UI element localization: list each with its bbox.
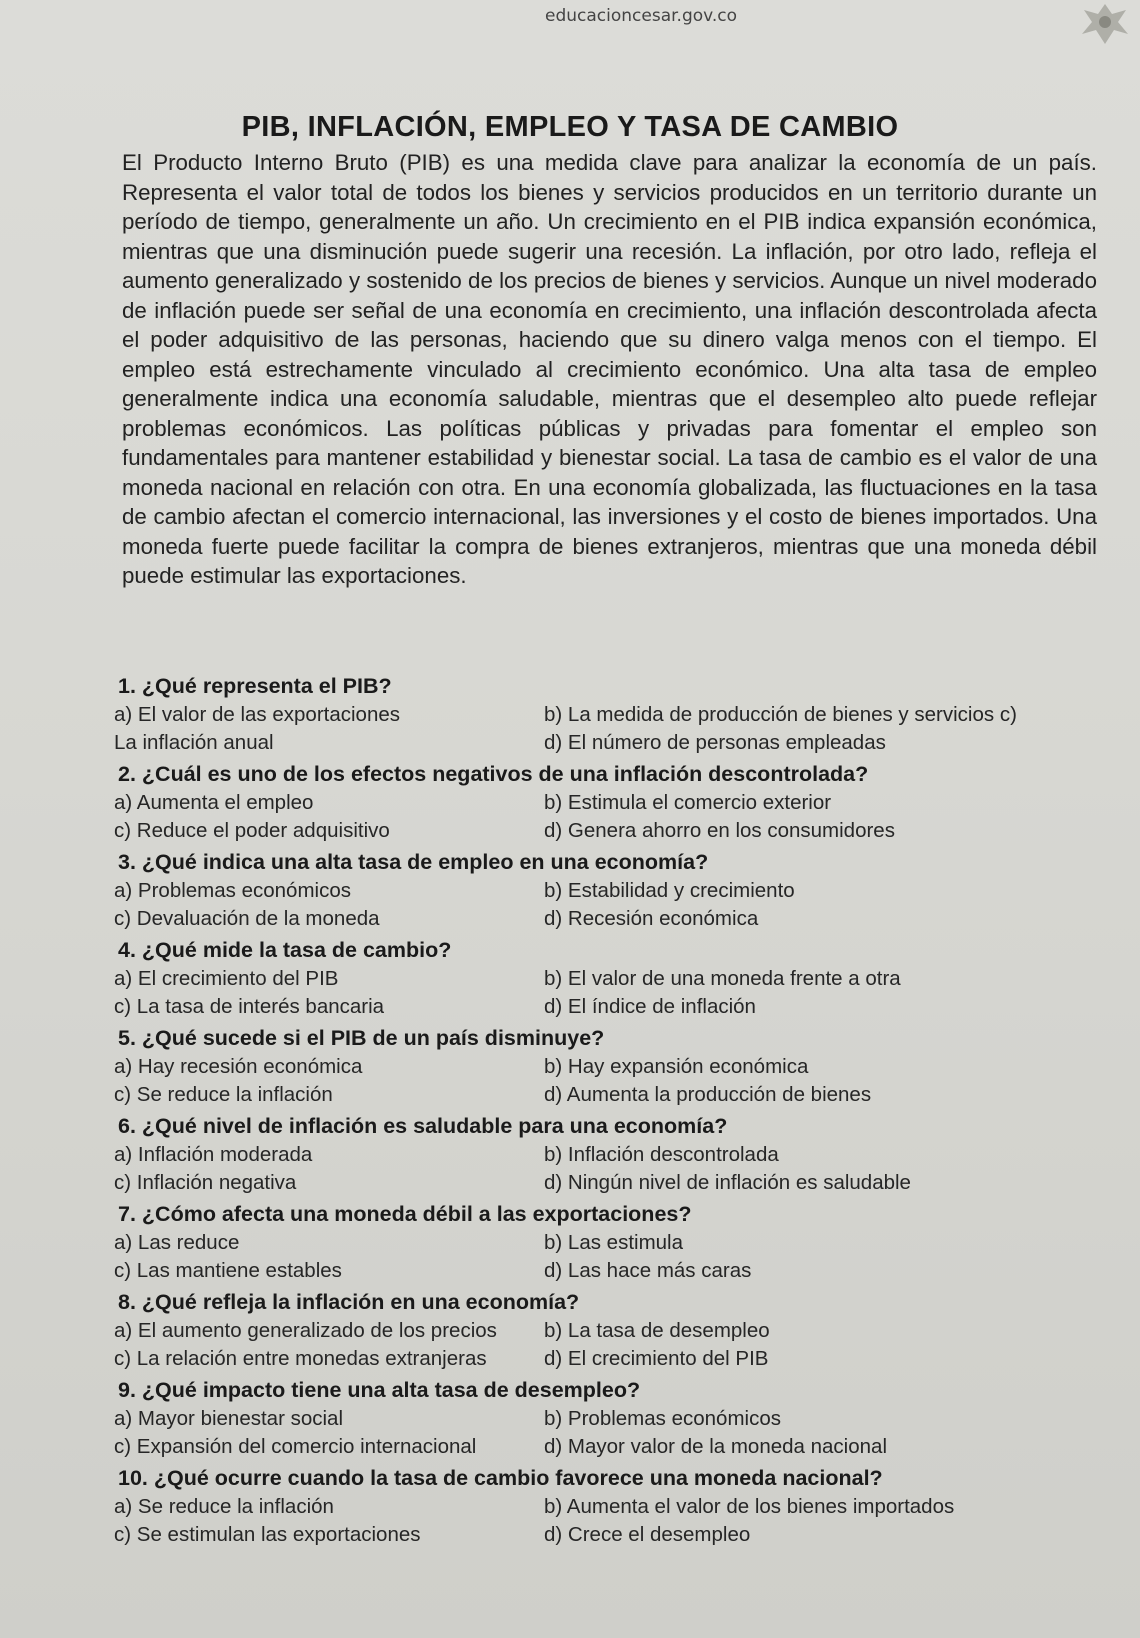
questions-list: [114, 672, 1104, 1552]
question-6: [114, 1112, 1104, 1197]
option-b: b) La tasa de desempleo: [544, 1319, 770, 1342]
option-a: a) Aumenta el empleo: [114, 791, 314, 814]
option-d: d) Genera ahorro en los consumidores: [544, 819, 895, 842]
option-c: c) La relación entre monedas extranjeras: [114, 1347, 487, 1370]
question-text: 6. ¿Qué nivel de inflación es saludable para una economía?: [118, 1114, 728, 1138]
question-4: [114, 936, 1104, 1021]
question-text: 3. ¿Qué indica una alta tasa de empleo en una economía?: [118, 850, 709, 874]
option-c: c) Se estimulan las exportaciones: [114, 1523, 421, 1546]
question-3: [114, 848, 1104, 933]
option-b: b) Estimula el comercio exterior: [544, 791, 832, 814]
option-b: b) Aumenta el valor de los bienes importados: [544, 1495, 955, 1518]
question-text: 8. ¿Qué refleja la inflación en una economía?: [118, 1290, 580, 1314]
option-d: d) Recesión económica: [544, 907, 759, 930]
question-text: 10. ¿Qué ocurre cuando la tasa de cambio favorece una moneda nacional?: [118, 1466, 883, 1490]
option-a: a) El aumento generalizado de los precios: [114, 1319, 497, 1342]
question-text: 4. ¿Qué mide la tasa de cambio?: [118, 938, 452, 962]
option-d: d) El número de personas empleadas: [544, 731, 886, 754]
question-10: [114, 1464, 1104, 1549]
option-d: d) Aumenta la producción de bienes: [544, 1083, 872, 1106]
option-b: b) El valor de una moneda frente a otra: [544, 967, 901, 990]
question-1: [114, 672, 1104, 757]
option-c: c) Reduce el poder adquisitivo: [114, 819, 390, 842]
intro-paragraph: El Producto Interno Bruto (PIB) es una medida clave para analizar la economía de un país. Representa el valor total de todos los bienes y servicios producidos en un territorio durante un período de tiempo, generalmente un año. Un crecimiento en el PIB indica expansión económica, mientras que una disminución puede sugerir una recesión. La inflación, por otro lado, refleja el aumento generalizado y sostenido de los precios de bienes y servicios. Aunque un nivel moderado de inflación puede ser señal de una economía en crecimiento, una inflación descontrolada afecta el poder adquisitivo de las personas, haciendo que su dinero valga menos con el tiempo. El empleo está estrechamente vinculado al crecimiento económico. Una alta tasa de empleo generalmente indica una economía saludable, mientras que el desempleo alto puede reflejar problemas económicos. Las políticas públicas y privadas para fomentar el empleo son fundamentales para mantener estabilidad y bienestar social. La tasa de cambio es el valor de una moneda nacional en relación con otra. En una economía globalizada, las fluctuaciones en la tasa de cambio afectan el comercio internacional, las inversiones y el costo de bienes importados. Una moneda fuerte puede facilitar la compra de bienes extranjeros, mientras que una moneda débil puede estimular las exportaciones.: [122, 150, 1097, 588]
option-d: d) El índice de inflación: [544, 995, 756, 1018]
question-2: [114, 760, 1104, 845]
question-text: 7. ¿Cómo afecta una moneda débil a las exportaciones?: [118, 1202, 692, 1226]
option-b: b) La medida de producción de bienes y servicios c): [544, 703, 1017, 726]
question-9: [114, 1376, 1104, 1461]
option-c: c) Expansión del comercio internacional: [114, 1435, 477, 1458]
question-8: [114, 1288, 1104, 1373]
option-c: c) Las mantiene estables: [114, 1259, 342, 1282]
option-a: a) El valor de las exportaciones: [114, 703, 401, 726]
option-c: c) Se reduce la inflación: [114, 1083, 333, 1106]
question-text: 1. ¿Qué representa el PIB?: [118, 674, 392, 698]
option-a: a) Se reduce la inflación: [114, 1495, 334, 1518]
option-a: a) Las reduce: [114, 1231, 240, 1254]
option-d: d) Las hace más caras: [544, 1259, 752, 1282]
institution-logo: [1076, 0, 1134, 46]
option-b: b) Inflación descontrolada: [544, 1143, 779, 1166]
option-c: c) Inflación negativa: [114, 1171, 297, 1194]
option-d: d) Mayor valor de la moneda nacional: [544, 1435, 887, 1458]
option-a: a) Mayor bienestar social: [114, 1407, 344, 1430]
option-d: d) Ningún nivel de inflación es saludable: [544, 1171, 911, 1194]
question-text: 2. ¿Cuál es uno de los efectos negativos de una inflación descontrolada?: [118, 762, 869, 786]
option-c: c) Devaluación de la moneda: [114, 907, 380, 930]
header-url: educacioncesar.gov.co: [545, 6, 738, 26]
option-c: La inflación anual: [114, 731, 274, 754]
option-d: d) El crecimiento del PIB: [544, 1347, 769, 1370]
option-a: a) Problemas económicos: [114, 879, 351, 902]
option-c: c) La tasa de interés bancaria: [114, 995, 385, 1018]
option-a: a) Hay recesión económica: [114, 1055, 363, 1078]
option-d: d) Crece el desempleo: [544, 1523, 751, 1546]
option-b: b) Problemas económicos: [544, 1407, 781, 1430]
question-5: [114, 1024, 1104, 1109]
question-text: 5. ¿Qué sucede si el PIB de un país disminuye?: [118, 1026, 605, 1050]
option-b: b) Hay expansión económica: [544, 1055, 809, 1078]
option-b: b) Estabilidad y crecimiento: [544, 879, 795, 902]
question-text: 9. ¿Qué impacto tiene una alta tasa de desempleo?: [118, 1378, 641, 1402]
option-a: a) El crecimiento del PIB: [114, 967, 339, 990]
option-a: a) Inflación moderada: [114, 1143, 313, 1166]
question-7: [114, 1200, 1104, 1285]
page-title: PIB, INFLACIÓN, EMPLEO Y TASA DE CAMBIO: [241, 111, 899, 144]
option-b: b) Las estimula: [544, 1231, 684, 1254]
